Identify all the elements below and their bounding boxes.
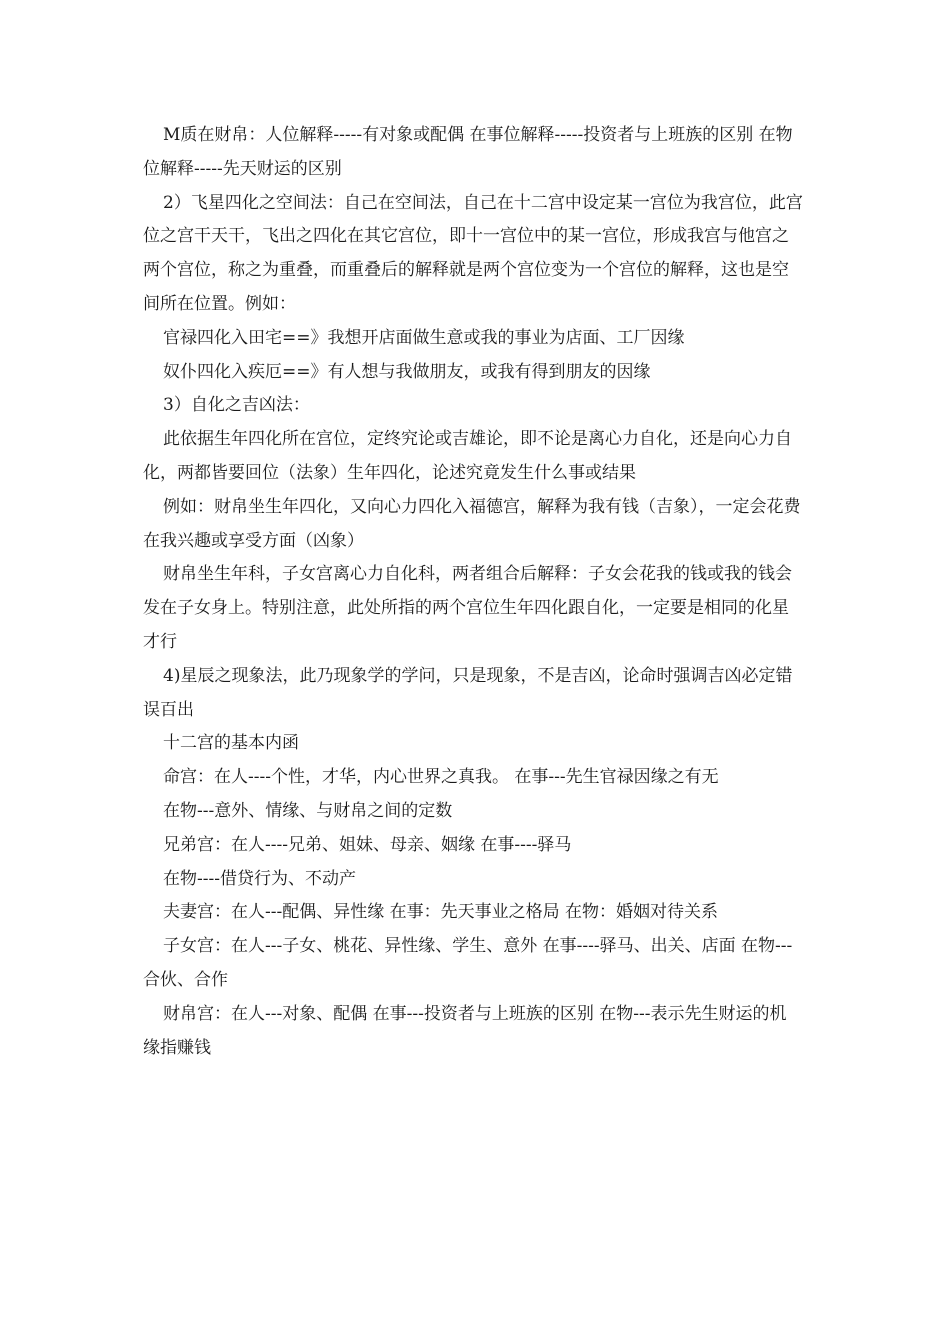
paragraph-14: 在物----借贷行为、不动产 <box>163 868 356 889</box>
paragraph-15: 夫妻宫：在人---配偶、异性缘 在事：先天事业之格局 在物：婚姻对待关系 <box>163 902 719 923</box>
paragraph-3: 官禄四化入田宅==》我想开店面做生意或我的事业为店面、工厂因缘 <box>163 327 685 348</box>
paragraph-16: 子女宫：在人---子女、桃花、异性缘、学生、意外 在事----驿马、出关、店面 在物---合伙、合作 <box>143 936 793 990</box>
paragraph-7: 例如：财帛坐生年四化，又向心力四化入福德宫，解释为我有钱（吉象），一定会花费在我兴趣或享受方面（凶象） <box>143 496 801 551</box>
paragraph-9: 4)星辰之现象法，此乃现象学的学问，只是现象，不是吉凶，论命时强调吉凶必定错误百出 <box>143 665 793 720</box>
paragraph-4: 奴仆四化入疾厄==》有人想与我做朋友，或我有得到朋友的因缘 <box>163 361 651 382</box>
document-page <box>143 119 803 1065</box>
paragraph-12: 在物---意外、情缘、与财帛之间的定数 <box>163 800 453 821</box>
paragraph-11: 命宫：在人----个性，才华，内心世界之真我。 在事---先生官禄因缘之有无 <box>163 767 719 788</box>
paragraph-13: 兄弟宫：在人----兄弟、姐妹、母亲、姻缘 在事----驿马 <box>163 834 572 855</box>
paragraph-5: 3）自化之吉凶法： <box>163 395 310 416</box>
paragraph-8: 财帛坐生年科，子女宫离心力自化科，两者组合后解释：子女会花我的钱或我的钱会发在子女身上。特别注意，此处所指的两个宫位生年四化跟自化，一定要是相同的化星才行 <box>143 564 792 652</box>
paragraph-17: 财帛宫：在人---对象、配偶 在事---投资者与上班族的区别 在物---表示先生财运的机缘指赚钱 <box>143 1003 787 1058</box>
paragraph-2: 2）飞星四化之空间法：自己在空间法，自己在十二宫中设定某一宫位为我宫位，此宫位之宫干天干，飞出之四化在其它宫位，即十一宫位中的某一宫位，形成我宫与他宫之两个宫位，称之为重叠，而重叠后的解释就是两个宫位变为一个宫位的解释，这也是空间所在位置。例如： <box>143 192 803 314</box>
paragraph-1: M质在财帛：人位解释-----有对象或配偶 在事位解释-----投资者与上班族的区别 在物位解释-----先天财运的区别 <box>143 125 793 179</box>
section-heading: 十二宫的基本内函 <box>163 733 299 754</box>
paragraph-6: 此依据生年四化所在宫位，定终究论或吉雄论，即不论是离心力自化，还是向心力自化，两都皆要回位（法象）生年四化，论述究竟发生什么事或结果 <box>143 429 792 483</box>
